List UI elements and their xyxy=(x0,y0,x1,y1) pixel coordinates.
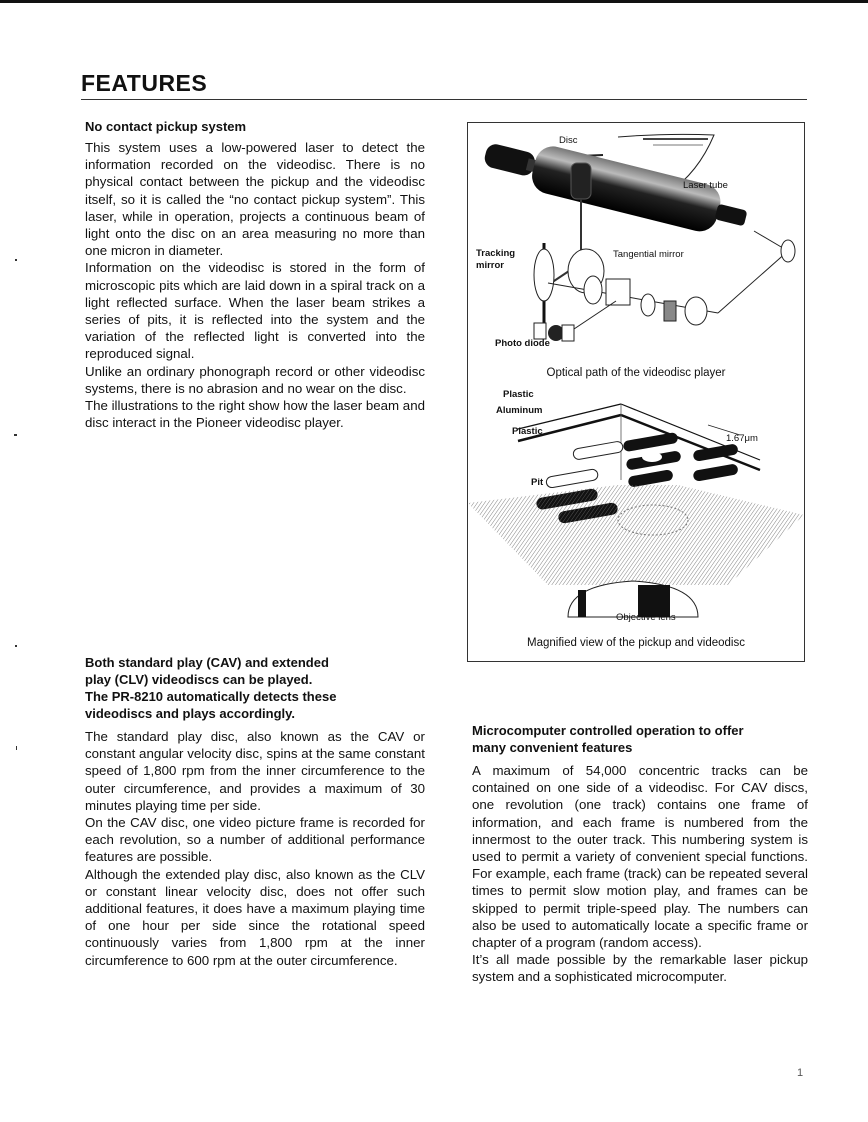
section-body xyxy=(85,728,425,969)
heading-line: Both standard play (CAV) and extended xyxy=(85,655,329,670)
label-track-pitch: 1.67μm xyxy=(726,433,758,444)
margin-mark xyxy=(15,259,17,261)
figure-box xyxy=(467,122,805,662)
label-plastic-middle: Plastic xyxy=(512,426,543,437)
section-heading: No contact pickup system xyxy=(85,119,247,134)
magnified-view-illustration xyxy=(468,385,804,625)
label-photo-diode: Photo diode xyxy=(495,338,550,349)
title-rule xyxy=(81,99,807,100)
heading-line: many convenient features xyxy=(472,740,633,755)
optical-path-illustration xyxy=(468,123,804,363)
paragraph: On the CAV disc, one video picture frame is recorded for each revolution, so a number of additional performance features are possible. xyxy=(85,815,425,865)
figure-caption-optical-path: Optical path of the videodisc player xyxy=(546,367,726,379)
label-aluminum: Aluminum xyxy=(496,405,543,416)
margin-mark xyxy=(16,746,17,750)
label-tracking-mirror-2: mirror xyxy=(476,260,504,271)
section-microcomputer xyxy=(472,722,808,986)
page-number: 1 xyxy=(797,1067,804,1079)
section-body xyxy=(472,762,808,986)
paragraph: It’s all made possible by the remarkable laser pickup system and a sophisticated microcomputer. xyxy=(472,952,808,985)
margin-mark xyxy=(14,434,17,436)
section-body xyxy=(85,139,425,431)
paragraph: A maximum of 54,000 concentric tracks can be contained on one side of a videodisc. For CAV discs, one revolution (one track) contains one frame of information, and each frame is numbered from the innermost to the outer track. This numbering system is used to permit a variety of convenient special functions. For example, each frame (track) can be repeated several times to permit slow motion play, and frames can be skipped to permit triple-speed play. The numbers can also be used to automatically locate a specific frame or chapter of a program (random access). xyxy=(472,763,808,951)
section-heading xyxy=(85,654,385,722)
figure-caption-magnified-view: Magnified view of the pickup and videodisc xyxy=(527,637,745,649)
label-tracking-mirror: Tracking xyxy=(476,248,516,259)
page-top-border xyxy=(0,0,868,3)
label-objective-lens: Objective lens xyxy=(616,612,676,623)
page-title: FEATURES xyxy=(81,70,208,96)
label-pit: Pit xyxy=(531,477,544,488)
section-heading xyxy=(472,722,808,756)
section-cav-clv xyxy=(85,654,425,969)
paragraph: Although the extended play disc, also known as the CLV or constant linear velocity disc, does not offer such additional features, it does have a maximum playing time of one hour per side since the rotational speed continuously varies from 1,800 rpm at the inner circumference to 600 rpm at the outer circumference. xyxy=(85,866,425,968)
paragraph: The standard play disc, also known as the CAV or constant angular velocity disc, spins at the same constant speed of 1,800 rpm from the inner circumference to the outer circumference, and provides a maximum of 30 minutes playing time per side. xyxy=(85,729,425,813)
label-plastic-top: Plastic xyxy=(503,389,534,400)
heading-line: videodiscs and plays accordingly. xyxy=(85,706,295,721)
heading-line: play (CLV) videodiscs can be played. xyxy=(85,672,313,687)
section-no-contact-pickup xyxy=(85,118,425,431)
heading-line: The PR-8210 automatically detects these xyxy=(85,689,337,704)
label-disc: Disc xyxy=(559,135,578,146)
paragraph: Unlike an ordinary phonograph record or other videodisc systems, there is no abrasion and no wear on the disc. xyxy=(85,363,425,396)
margin-mark xyxy=(15,645,17,647)
paragraph: The illustrations to the right show how the laser beam and disc interact in the Pioneer videodisc player. xyxy=(85,398,425,431)
paragraph: Information on the videodisc is stored in the form of microscopic pits which are laid down in a spiral track on a light reflected surface. When the laser beam strikes a series of pits, it is reflected into the system and the variation of the reflected light is converted into the reproduced signal. xyxy=(85,260,425,362)
label-laser-tube: Laser tube xyxy=(683,180,728,191)
paragraph: This system uses a low-powered laser to detect the information recorded on the videodisc. There is no physical contact between the pickup and the videodisc itself, so it is called the “no contact pickup system”. This laser, while in operation, projects a continuous beam of light onto the disc on an area measuring no more than one micron in diameter. xyxy=(85,140,425,259)
label-tangential-mirror: Tangential mirror xyxy=(613,249,684,260)
heading-line: Microcomputer controlled operation to offer xyxy=(472,723,744,738)
